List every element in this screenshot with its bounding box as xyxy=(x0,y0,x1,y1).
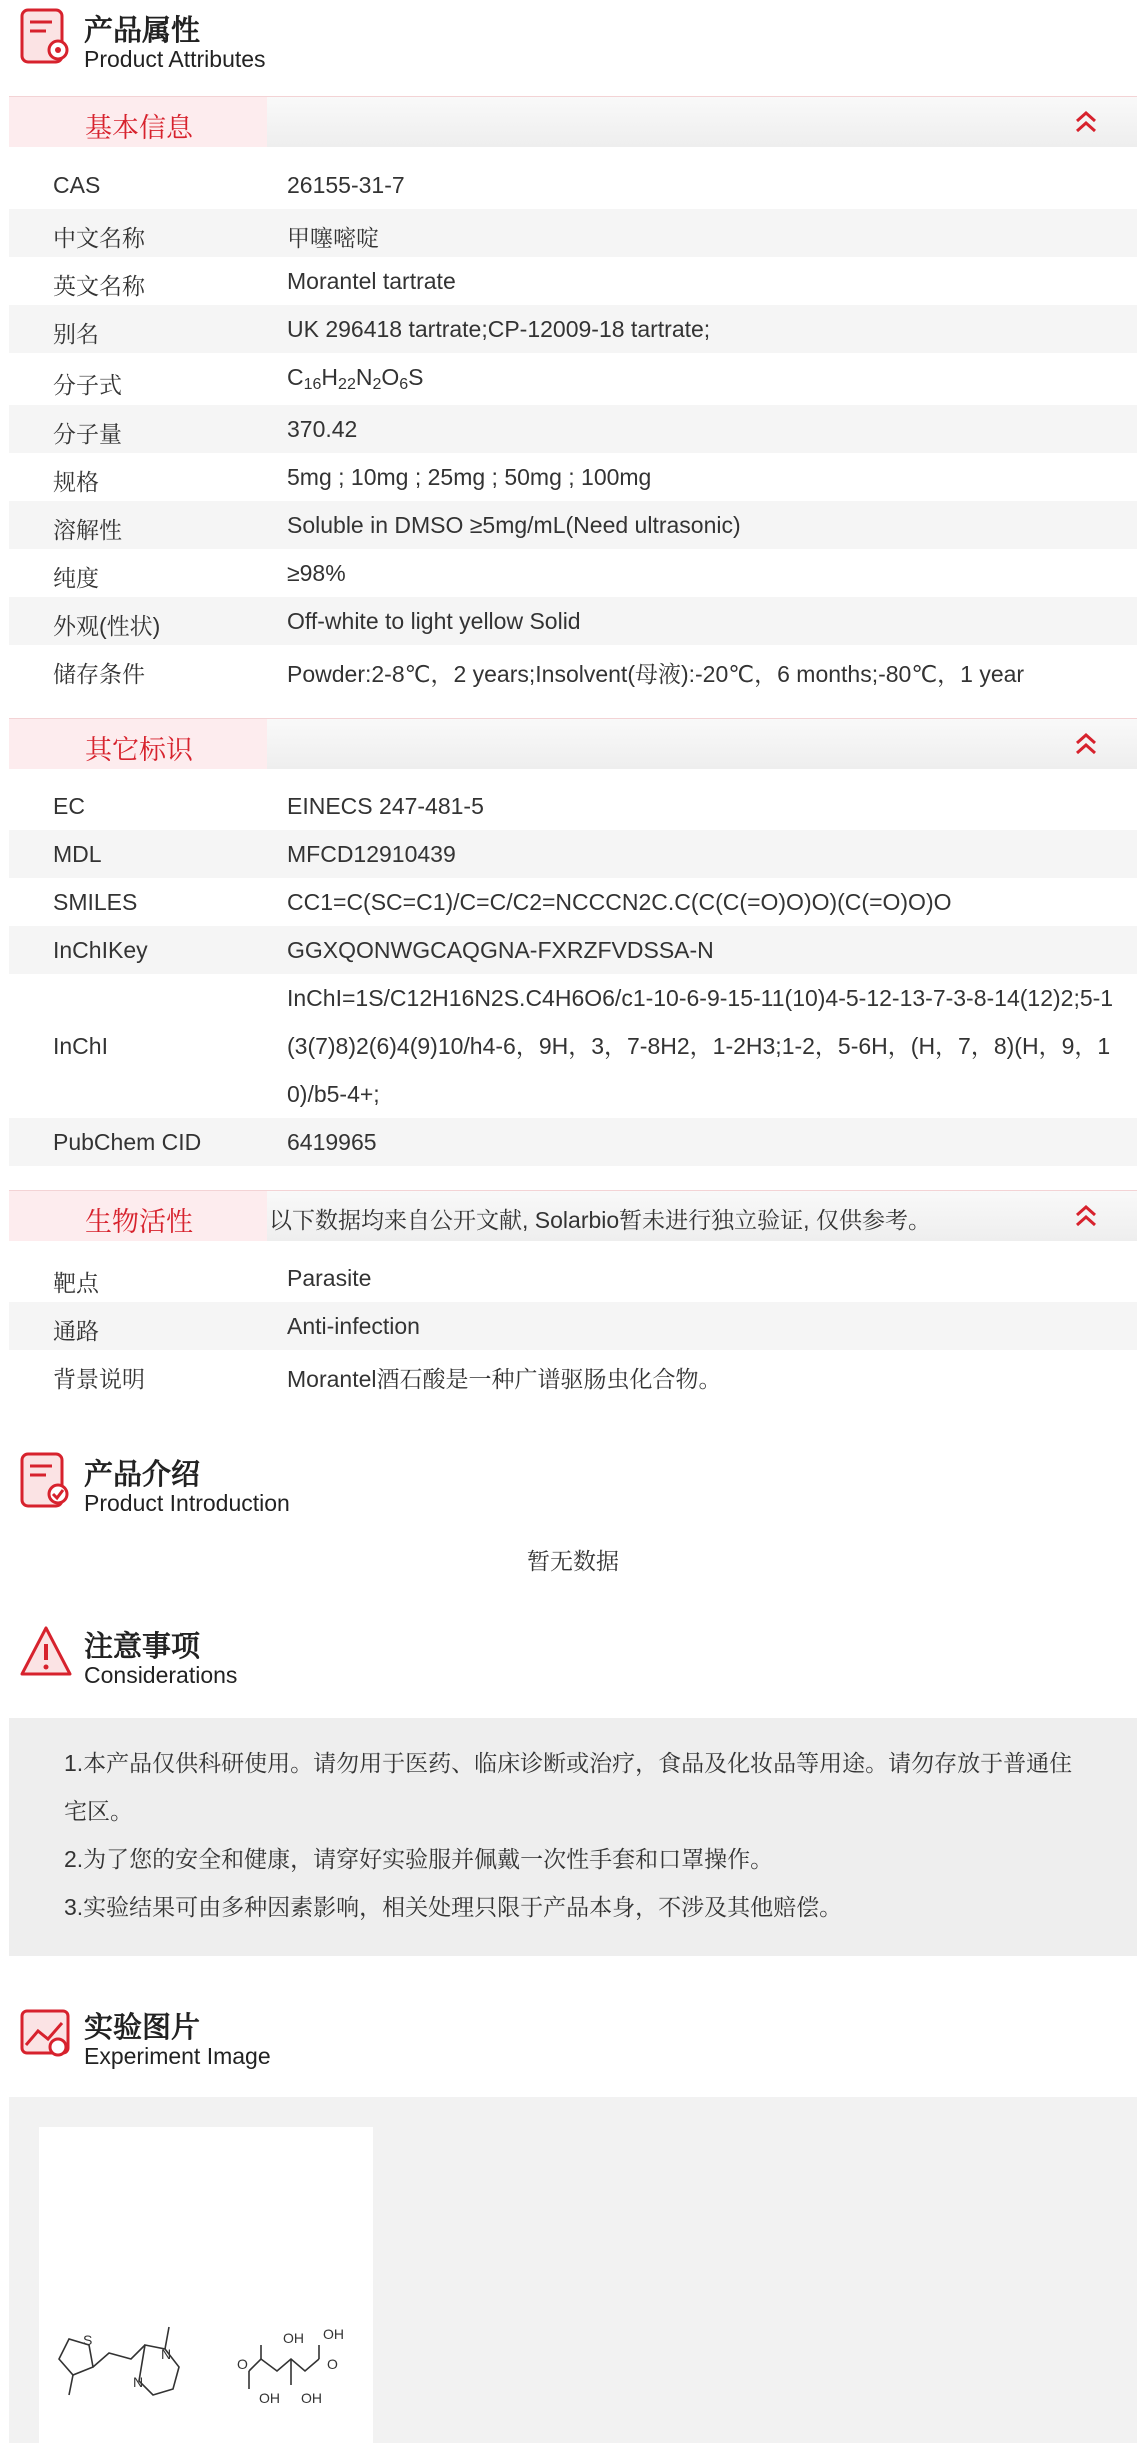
section-title-zh: 注意事项 xyxy=(84,1631,201,1663)
attr-key: 外观(性状) xyxy=(53,613,161,639)
attr-key: MDL xyxy=(53,841,102,867)
section-title-zh: 产品介绍 xyxy=(84,1459,201,1491)
no-data-text: 暂无数据 xyxy=(527,1548,619,1574)
attr-key: 规格 xyxy=(53,469,99,495)
consideration-item: 3.实验结果可由多种因素影响，相关处理只限于产品本身，不涉及其他赔偿。 xyxy=(64,1894,843,1920)
consideration-item: 2.为了您的安全和健康，请穿好实验服并佩戴一次性手套和口罩操作。 xyxy=(64,1846,774,1872)
attr-value: GGXQONWGCAQGNA-FXRZFVDSSA-N xyxy=(287,937,714,963)
document-settings-icon xyxy=(18,6,74,66)
attr-key: 中文名称 xyxy=(53,225,145,251)
attr-value: Powder:2-8℃，2 years;Insolvent(母液):-20℃，6 months;-80℃，1 year xyxy=(287,661,1025,687)
attr-row-target xyxy=(9,1254,1137,1302)
attr-key: 别名 xyxy=(53,321,99,347)
attr-row-cn-name xyxy=(9,209,1137,257)
collapse-chevron-icon[interactable] xyxy=(1075,1203,1097,1229)
document-check-icon xyxy=(18,1450,74,1510)
attr-row-solubility xyxy=(9,501,1137,549)
attr-key: 通路 xyxy=(53,1318,99,1344)
attr-row-background xyxy=(9,1350,1137,1398)
section-title-zh: 产品属性 xyxy=(84,15,201,47)
collapse-chevron-icon[interactable] xyxy=(1075,731,1097,757)
attr-value: Morantel酒石酸是一种广谱驱肠虫化合物。 xyxy=(287,1366,722,1392)
attr-row-pathway xyxy=(9,1302,1137,1350)
attr-key: 英文名称 xyxy=(53,273,145,299)
basic-info-label: 基本信息 xyxy=(85,113,193,143)
attr-row-mdl xyxy=(9,830,1137,878)
attr-key: CAS xyxy=(53,172,101,198)
experiment-image-card[interactable] xyxy=(39,2127,373,2443)
atom-label: O xyxy=(237,2356,248,2372)
atom-label: OH xyxy=(323,2326,344,2342)
atom-label: OH xyxy=(283,2330,304,2346)
attr-row-ec xyxy=(9,782,1137,830)
section-title-en: Experiment Image xyxy=(84,2043,271,2069)
attr-value: EINECS 247-481-5 xyxy=(287,793,484,819)
attr-key: InChI xyxy=(53,1033,108,1059)
attr-value: 6419965 xyxy=(287,1129,377,1155)
attr-row-spec xyxy=(9,453,1137,501)
attr-row-alias xyxy=(9,305,1137,353)
attr-row-purity xyxy=(9,549,1137,597)
section-title-en: Product Introduction xyxy=(84,1490,290,1516)
collapse-chevron-icon[interactable] xyxy=(1075,109,1097,135)
attr-value: MFCD12910439 xyxy=(287,841,456,867)
attr-row-smiles xyxy=(9,878,1137,926)
other-ids-tab xyxy=(9,719,267,769)
atom-label: O xyxy=(327,2356,338,2372)
attr-value: Off-white to light yellow Solid xyxy=(287,608,581,634)
attr-value: 甲噻嘧啶 xyxy=(287,225,379,251)
attr-value: Parasite xyxy=(287,1265,372,1291)
section-title-zh: 实验图片 xyxy=(84,2012,201,2044)
atom-label: N xyxy=(133,2374,144,2390)
section-title-en: Considerations xyxy=(84,1662,238,1688)
consideration-item: 1.本产品仅供科研使用。请勿用于医药、临床诊断或治疗，食品及化妆品等用途。请勿存放于普通住宅区。 xyxy=(64,1750,1073,1824)
bio-activity-label: 生物活性 xyxy=(85,1207,193,1237)
attr-key: 靶点 xyxy=(53,1270,99,1296)
attr-key: 纯度 xyxy=(53,565,99,591)
considerations-box xyxy=(9,1718,1137,1956)
attr-key: PubChem CID xyxy=(53,1129,202,1155)
atom-label: OH xyxy=(301,2390,322,2406)
attr-key: EC xyxy=(53,793,85,819)
attr-row-inchi xyxy=(9,974,1137,1118)
attr-key: InChIKey xyxy=(53,937,148,963)
attr-value: CC1=C(SC=C1)/C=C/C2=NCCCN2C.C(C(C(=O)O)O)(C(=O)O)O xyxy=(287,889,952,915)
atom-label: N xyxy=(161,2346,172,2362)
experiment-image-area xyxy=(9,2097,1137,2443)
attr-value: InChI=1S/C12H16N2S.C4H6O6/c1-10-6-9-15-11(10)4-5-12-13-7-3-8-14(12)2;5-1(3(7)8)2(6)4(9)10/h4-6，9H，3，7-8H2，1-2H3;1-2，5-6H，(H，7，8)(H，9，10)/b5-4+; xyxy=(287,985,1114,1107)
bio-activity-bar[interactable] xyxy=(9,1190,1137,1241)
attr-row-pubchem xyxy=(9,1118,1137,1166)
chemical-structure-image xyxy=(39,2127,373,2443)
bio-activity-disclaimer: 以下数据均来自公开文献, Solarbio暂未进行独立验证, 仅供参考。 xyxy=(269,1207,931,1233)
attr-row-cas xyxy=(9,161,1137,209)
attr-row-appearance xyxy=(9,597,1137,645)
attr-key: 背景说明 xyxy=(53,1366,145,1392)
section-title-en: Product Attributes xyxy=(84,46,266,72)
molecular-formula: $C_{16}H_{22}N_2O_6S$ xyxy=(287,364,424,393)
attr-key: 溶解性 xyxy=(53,517,122,543)
attr-value: 5mg ; 10mg ; 25mg ; 50mg ; 100mg xyxy=(287,464,652,490)
attr-key: 分子量 xyxy=(53,421,122,447)
attr-value: Soluble in DMSO ≥5mg/mL(Need ultrasonic) xyxy=(287,512,741,538)
attr-value: ≥98% xyxy=(287,560,346,586)
bio-activity-tab xyxy=(9,1191,267,1241)
image-chart-icon xyxy=(18,2003,74,2063)
basic-info-tab xyxy=(9,97,267,147)
attr-key: SMILES xyxy=(53,889,138,915)
attr-row-inchikey xyxy=(9,926,1137,974)
other-ids-label: 其它标识 xyxy=(85,735,193,765)
warning-icon xyxy=(18,1622,74,1682)
attr-row-mw xyxy=(9,405,1137,453)
attr-row-formula xyxy=(9,353,1137,405)
attr-value: Morantel tartrate xyxy=(287,268,456,294)
attr-value: UK 296418 tartrate;CP-12009-18 tartrate; xyxy=(287,316,711,342)
attr-value: 370.42 xyxy=(287,416,358,442)
atom-label: OH xyxy=(259,2390,280,2406)
attr-key: 分子式 xyxy=(53,372,122,398)
other-ids-bar[interactable] xyxy=(9,718,1137,769)
attr-value: Anti-infection xyxy=(287,1313,420,1339)
attr-key: 储存条件 xyxy=(53,661,145,687)
atom-label: S xyxy=(83,2332,93,2348)
basic-info-bar[interactable] xyxy=(9,96,1137,147)
attr-value: 26155-31-7 xyxy=(287,172,405,198)
attr-row-storage xyxy=(9,645,1137,693)
attr-row-en-name xyxy=(9,257,1137,305)
